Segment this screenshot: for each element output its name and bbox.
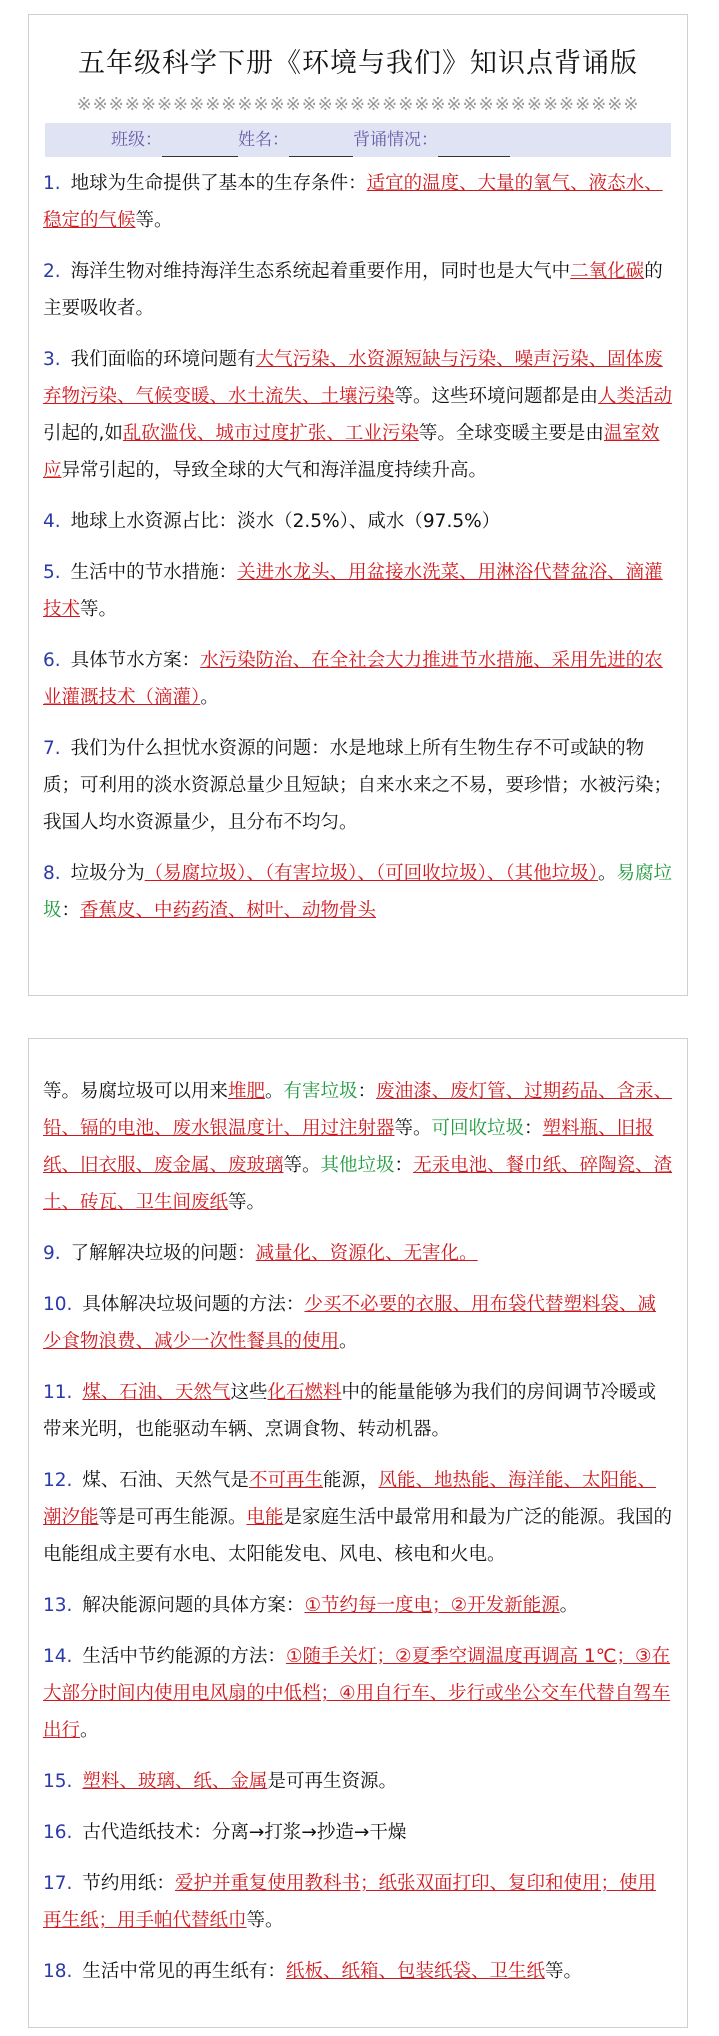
item-number: 11. <box>43 1382 73 1403</box>
item-number: 12. <box>43 1470 73 1491</box>
item-text: 是可再生资源。 <box>267 1771 397 1792</box>
knowledge-list-2 <box>29 1039 687 1990</box>
item-text: 这些 <box>230 1382 268 1403</box>
item-text: 异常引起的，导致全球的大气和海洋温度持续升高。 <box>61 460 488 481</box>
key-phrase: 塑料、玻璃、纸、金属 <box>82 1771 268 1792</box>
key-phrase: 适宜的温度、大量的氧气、液态水、稳定的气候 <box>43 173 663 231</box>
item-number: 6. <box>43 650 61 671</box>
item-number: 18. <box>43 1961 73 1982</box>
item-text: 等。 <box>544 1961 582 1982</box>
key-phrase: 风能、地热能、海洋能、太阳能、潮汐能 <box>43 1470 656 1528</box>
item-text: 等。 <box>394 1118 432 1139</box>
item-text: 等是可再生能源。 <box>98 1507 247 1528</box>
key-phrase: 不可再生 <box>248 1470 323 1491</box>
item-text: 等。 <box>246 1910 284 1931</box>
list-item <box>43 855 673 929</box>
list-item <box>43 1638 673 1749</box>
key-phrase: 废油漆、废灯管、过期药品、含汞、铅、镉的电池、废水银温度计、用过注射器 <box>43 1081 673 1139</box>
item-text: 生活中的节水措施： <box>70 562 238 583</box>
list-item <box>43 253 673 327</box>
list-item <box>43 1235 673 1272</box>
key-phrase: 乱砍滥伐、城市过度扩张、工业污染 <box>122 423 419 444</box>
item-text: 我们面临的环境问题有 <box>70 349 256 370</box>
list-item-continuation <box>43 1073 673 1221</box>
name-blank[interactable] <box>289 132 353 157</box>
key-phrase: （易腐垃圾）、（有害垃圾）、（可回收垃圾）、（其他垃圾） <box>144 863 598 884</box>
key-phrase: 香蕉皮、中药药渣、树叶、动物骨头 <box>80 900 377 921</box>
item-number: 17. <box>43 1873 73 1894</box>
item-text: 地球为生命提供了基本的生存条件： <box>70 173 367 194</box>
key-phrase: 爱护并重复使用教科书；纸张双面打印、复印和使用；使用再生纸；用手帕代替纸巾 <box>43 1873 656 1931</box>
key-phrase: 电能 <box>246 1507 284 1528</box>
item-text: 海洋生物对维持海洋生态系统起着重要作用，同时也是大气中 <box>70 261 571 282</box>
list-item <box>43 341 673 489</box>
item-text: 生活中节约能源的方法： <box>82 1646 286 1667</box>
class-label: 班级： <box>111 130 162 150</box>
item-text: 能源， <box>322 1470 379 1491</box>
item-text: 。 <box>80 1720 99 1741</box>
list-item <box>43 1374 673 1448</box>
item-text: 等。 <box>135 210 173 231</box>
category-label: 可回收垃圾 <box>431 1118 525 1139</box>
key-phrase: 堆肥 <box>228 1081 266 1102</box>
item-text: 煤、石油、天然气是 <box>82 1470 249 1491</box>
item-text: 垃圾分为 <box>70 863 145 884</box>
item-text: 了解解决垃圾的问题： <box>70 1243 256 1264</box>
key-phrase: 关进水龙头、用盆接水洗菜、用淋浴代替盆浴、滴灌技术 <box>43 562 663 620</box>
page-card-1 <box>28 14 688 996</box>
knowledge-list-1 <box>29 157 687 929</box>
item-text: 等。 <box>228 1192 266 1213</box>
name-label: 姓名： <box>238 130 289 150</box>
item-text: 具体解决垃圾问题的方法： <box>82 1294 305 1315</box>
item-text: ： <box>394 1155 414 1176</box>
list-item <box>43 642 673 716</box>
item-number: 3. <box>43 349 61 370</box>
recite-label: 背诵情况： <box>353 130 438 150</box>
key-phrase: 水污染防治、在全社会大力推进节水措施、采用先进的农业灌溉技术（滴灌） <box>43 650 663 708</box>
item-text: 引起的,如 <box>43 423 123 444</box>
item-number: 9. <box>43 1243 61 1264</box>
key-phrase: 减量化、资源化、无害化。 <box>255 1243 478 1264</box>
item-text: 中的能量能够为我们的房间调节冷暖或带来光明，也能驱动车辆、烹调食物、转动机器。 <box>43 1382 656 1440</box>
item-text: 。 <box>339 1331 358 1352</box>
item-text: 。 <box>597 863 617 884</box>
item-text: 具体节水方案： <box>70 650 201 671</box>
item-text: 。 <box>559 1595 579 1616</box>
key-phrase: 二氧化碳 <box>570 261 645 282</box>
item-text: 。 <box>265 1081 284 1102</box>
item-text: 等。这些环境问题都是由 <box>394 386 599 407</box>
item-text: 等。 <box>80 599 118 620</box>
item-number: 14. <box>43 1646 73 1667</box>
item-text: 节约用纸： <box>82 1873 175 1894</box>
item-text: 等。易腐垃圾可以用来 <box>43 1081 229 1102</box>
list-item <box>43 1587 673 1624</box>
key-phrase: ①随手关灯；②夏季空调温度再调高 1℃；③在大部分时间内使用电风扇的中低档；④用自行车、步行或坐公交车代替自驾车出行 <box>43 1646 671 1741</box>
item-text: 地球上水资源占比：淡水（2.5%）、咸水（97.5%） <box>70 511 501 532</box>
recite-blank[interactable] <box>438 132 510 157</box>
list-item <box>43 1763 673 1800</box>
key-phrase: ①节约每一度电；②开发新能源 <box>304 1595 560 1616</box>
item-number: 1. <box>43 173 61 194</box>
item-text: ： <box>524 1118 543 1139</box>
key-phrase: 塑料瓶、旧报纸、旧衣服、废金属、废玻璃 <box>43 1118 654 1176</box>
key-phrase: 纸板、纸箱、包装纸袋、卫生纸 <box>285 1961 545 1982</box>
list-item <box>43 1286 673 1360</box>
item-number: 16. <box>43 1822 73 1843</box>
item-text: 生活中常见的再生纸有： <box>82 1961 286 1982</box>
item-number: 10. <box>43 1294 73 1315</box>
item-text: 。 <box>200 687 219 708</box>
item-number: 4. <box>43 511 61 532</box>
list-item <box>43 1865 673 1939</box>
item-number: 13. <box>43 1595 73 1616</box>
category-label: 其他垃圾 <box>320 1155 395 1176</box>
key-phrase: 化石燃料 <box>267 1382 342 1403</box>
class-blank[interactable] <box>162 132 238 157</box>
list-item <box>43 1814 673 1851</box>
key-phrase: 少买不必要的衣服、用布袋代替塑料袋、减少食物浪费、减少一次性餐具的使用 <box>43 1294 656 1352</box>
item-number: 15. <box>43 1771 73 1792</box>
info-bar <box>45 123 671 157</box>
category-label: 易腐垃圾 <box>43 863 672 921</box>
item-text: 解决能源问题的具体方案： <box>82 1595 305 1616</box>
list-item <box>43 554 673 628</box>
list-item <box>43 503 673 540</box>
item-text: 是家庭生活中最常用和最为广泛的能源。我国的电能组成主要有水电、太阳能发电、风电、核电和火电。 <box>43 1507 673 1565</box>
item-text: 等。 <box>283 1155 321 1176</box>
item-number: 2. <box>43 261 61 282</box>
category-label: 有害垃圾 <box>283 1081 358 1102</box>
item-number: 8. <box>43 863 61 884</box>
list-item <box>43 730 673 841</box>
list-item <box>43 1462 673 1573</box>
key-phrase: 温室效应 <box>43 423 660 481</box>
page-card-2 <box>28 1038 688 2028</box>
decorative-divider: ※※※※※※※※※※※※※※※※※※※※※※※※※※※※※※※※※※※ <box>76 94 640 115</box>
key-phrase: 无汞电池、餐巾纸、碎陶瓷、渣土、砖瓦、卫生间废纸 <box>43 1155 673 1213</box>
key-phrase: 大气污染、水资源短缺与污染、噪声污染、固体废弃物污染、气候变暖、水土流失、土壤污染 <box>43 349 663 407</box>
item-text: 古代造纸技术：分离→打浆→抄造→干燥 <box>82 1822 407 1843</box>
item-text: 的主要吸收者。 <box>43 261 663 319</box>
item-text: 我们为什么担忧水资源的问题：水是地球上所有生物生存不可或缺的物质；可利用的淡水资源总量少且短缺；自来水来之不易，要珍惜；水被污染；我国人均水资源量少，且分布不均匀。 <box>43 738 673 833</box>
key-phrase: 煤、石油、天然气 <box>82 1382 231 1403</box>
key-phrase: 人类活动 <box>598 386 673 407</box>
list-item <box>43 1953 673 1990</box>
item-number: 7. <box>43 738 61 759</box>
list-item <box>43 165 673 239</box>
item-text: ： <box>61 900 81 921</box>
page-title: 五年级科学下册《环境与我们》知识点背诵版 <box>78 48 638 79</box>
item-text: ： <box>357 1081 377 1102</box>
item-text: 等。全球变暖主要是由 <box>418 423 604 444</box>
item-number: 5. <box>43 562 61 583</box>
